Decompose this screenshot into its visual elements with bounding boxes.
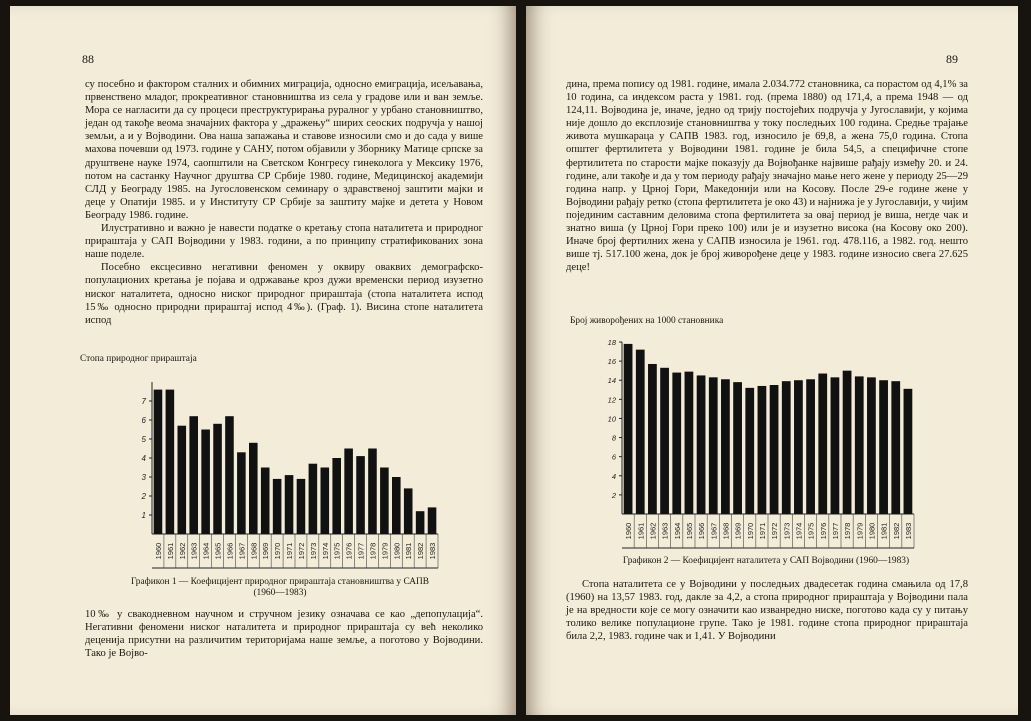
- x-tick-label: 1962: [648, 522, 658, 540]
- x-tick-label: 1972: [770, 522, 780, 540]
- bar-1981: [879, 380, 888, 514]
- x-tick-label: 1971: [285, 542, 295, 560]
- bar-1982: [891, 381, 900, 514]
- figure-caption: Графикон 1 — Коефицијент природног прираштаја становништва у САПВ (1960—1983): [130, 577, 430, 598]
- y-tick-label: 14: [607, 376, 616, 386]
- x-tick-label: 1966: [225, 542, 235, 560]
- text-block-top: [566, 78, 968, 274]
- bar-1961: [166, 390, 175, 534]
- y-tick-label: 16: [607, 357, 616, 367]
- x-tick-label: 1967: [709, 522, 719, 540]
- bar-1963: [189, 416, 198, 534]
- x-tick-label: 1980: [867, 522, 877, 540]
- x-tick-label: 1964: [201, 542, 211, 560]
- x-tick-label: 1961: [165, 542, 175, 560]
- x-tick-label: 1973: [308, 542, 318, 560]
- x-tick-label: 1963: [660, 522, 670, 540]
- bar-1964: [672, 373, 681, 514]
- right-page: [526, 6, 1018, 715]
- x-tick-label: 1976: [818, 522, 828, 540]
- bar-1971: [285, 475, 294, 534]
- x-tick-label: 1970: [745, 522, 755, 540]
- bar-1968: [721, 379, 730, 514]
- bar-1961: [636, 350, 645, 514]
- x-tick-label: 1961: [636, 522, 646, 540]
- x-tick-label: 1962: [177, 542, 187, 560]
- bar-1966: [225, 416, 234, 534]
- x-tick-label: 1975: [332, 542, 342, 560]
- y-tick-label: 12: [607, 395, 616, 405]
- bar-1976: [344, 449, 353, 535]
- bar-1976: [818, 374, 827, 514]
- y-tick-label: 2: [141, 492, 146, 501]
- page-number: 88: [82, 52, 94, 66]
- x-tick-label: 1963: [189, 542, 199, 560]
- bar-1970: [273, 479, 282, 534]
- bar-1978: [843, 371, 852, 514]
- x-tick-label: 1983: [428, 542, 438, 560]
- x-tick-label: 1973: [782, 522, 792, 540]
- bar-1962: [648, 364, 657, 514]
- page-number: 89: [946, 52, 958, 66]
- x-tick-label: 1960: [153, 542, 163, 560]
- x-tick-label: 1970: [273, 542, 283, 560]
- x-tick-label: 1968: [721, 522, 731, 540]
- bar-1964: [201, 430, 210, 535]
- bar-1975: [806, 379, 815, 514]
- x-tick-label: 1974: [320, 542, 330, 560]
- bar-1982: [416, 511, 425, 534]
- bar-1967: [709, 377, 718, 514]
- bar-1960: [154, 390, 163, 534]
- bar-1975: [332, 458, 341, 534]
- x-tick-label: 1965: [213, 542, 223, 560]
- bar-1960: [624, 344, 633, 514]
- x-tick-label: 1979: [380, 542, 390, 560]
- bar-1981: [404, 488, 413, 534]
- birth-rate-increase-chart: [122, 374, 452, 586]
- x-tick-label: 1977: [830, 522, 840, 540]
- x-tick-label: 1977: [356, 542, 366, 560]
- x-tick-label: 1966: [697, 522, 707, 540]
- paragraph: Илустративно и важно је навести податке о кретању стопа наталитета и природног прираштаја у САП Војводини у 1983. години, а по принципу стратификованих зона наше поделе.: [85, 223, 483, 261]
- bar-1969: [733, 382, 742, 514]
- paragraph: Посебно ексцесивно негативни феномен у оквиру оваквих демографско-популационих кретања је појава и одржавање кроз дужи временски период изузетно ниског наталитета, односно ниског природног прираштаја (стопа наталитета испод 15‰ односно природни прираштај испод 4‰). (Граф. 1). Висина стопе наталитета испод: [85, 262, 483, 326]
- bar-1965: [213, 424, 222, 534]
- x-tick-label: 1979: [855, 522, 865, 540]
- paragraph: су посебно и фактором сталних и обимних миграција, односно емиграција, исељавања, првенствено младог, прокреативног становништва из села у градове или и ван земље. Мора се нагласити да су процеси преструктурирања руралног у урбано становништво, један од такође веома значајних фактора у „дражењу“ ширих сеоских подручја у нашој земљи, а и у Војводини. Ова наша запажања и ставове износили смо и до сада у више махова почевши од 1973. године у САНУ, потом објавили у Зборнику Матице српске за друштвене науке 1974, саопштили на Светском Конгресу гинеколога у Мексику 1976, потом на састанку Научног друштва СР Србије 1980. године, Медицинској академији СЛД у Београду 1985. на Југословенском семинару о здравственој заштити мајки и деце у Опатији 1985. и у Институту СР Србије за заштиту мајке и детета у Новом Београду 1986. године.: [85, 79, 483, 221]
- chart-title: Стопа природног прираштаја: [80, 354, 197, 364]
- bar-1980: [867, 377, 876, 514]
- text-block-bottom: [566, 578, 968, 643]
- bar-1983: [904, 389, 913, 514]
- bar-1968: [249, 443, 258, 534]
- x-tick-label: 1967: [237, 542, 247, 560]
- x-tick-label: 1982: [416, 542, 426, 560]
- bar-1974: [794, 380, 803, 514]
- bar-1973: [309, 464, 318, 534]
- y-tick-label: 7: [141, 397, 146, 406]
- paragraph: дина, према попису од 1981. године, имала 2.034.772 становника, са порастом од 4,1% за 10 година, са индексом раста у 1981. год. (према 1880) од 171,4, а према 1948 — од 124,11. Војводина је, иначе, једно од трију постојећих подручја у Југославији, у којима није дошло до експлозије становништва у току последњих 100 година. Средње трајање живота мушкараца у САПВ 1983. год, износило је 69,8, а жена 75,0 година. Стопа општег фертилитета у Војводини 1981. године је била 54,5, а специфичне стопе фертилитета по старости мајке показују да Војвођанке највише рађају између 20. и 24. године, али такође и да у том периоду рађају значајно мање него жене у периоду 25—29 година напр. у Црној Гори, Македонији или на Косову. После 29-е године жене у Војводини рађају ретко (стопа фертилитета је око 43) и најнижа је у Југославији, у чијим појединим саставним деловима стопа фертилитета за овај период је виша, негде чак и знатно виша (у Црној Гори преко 100) или је и изузетно висока (на Косову око 200). Иначе број фертилних жена у САПВ износила је 1961. год. 478.116, а 1982. год. нешто више тј. 517.100 жена, док је број живорођене деце у 1983. године износио свега 27.625 деце!: [566, 79, 969, 274]
- x-tick-label: 1983: [903, 522, 913, 540]
- y-tick-label: 5: [141, 435, 146, 444]
- x-tick-label: 1971: [757, 522, 767, 540]
- left-page: [10, 6, 516, 715]
- bar-1966: [697, 375, 706, 514]
- bar-1977: [831, 377, 840, 514]
- x-tick-label: 1975: [806, 522, 816, 540]
- bar-1977: [356, 456, 365, 534]
- text-block-top: [85, 78, 483, 327]
- y-tick-label: 4: [611, 471, 616, 481]
- x-tick-label: 1978: [368, 542, 378, 560]
- x-tick-label: 1969: [733, 522, 743, 540]
- y-tick-label: 8: [611, 433, 616, 443]
- x-tick-label: 1976: [344, 542, 354, 560]
- x-tick-label: 1965: [684, 522, 694, 540]
- bar-1965: [685, 372, 694, 514]
- figure-caption: Графикон 2 — Коефицијент наталитета у САП Војводини (1960—1983): [622, 556, 910, 566]
- chart-title: Број живорођених на 1000 становника: [570, 316, 724, 326]
- y-tick-label: 4: [141, 454, 146, 463]
- x-tick-label: 1972: [296, 542, 306, 560]
- bar-1974: [321, 468, 330, 535]
- x-tick-label: 1982: [891, 522, 901, 540]
- x-tick-label: 1974: [794, 522, 804, 540]
- bar-1971: [758, 386, 767, 514]
- x-tick-label: 1969: [261, 542, 271, 560]
- y-tick-label: 18: [607, 338, 616, 347]
- natality-chart: [588, 334, 928, 552]
- bar-1978: [368, 449, 377, 535]
- bar-1970: [745, 388, 754, 514]
- bar-1969: [261, 468, 270, 535]
- y-tick-label: 3: [141, 473, 146, 482]
- x-tick-label: 1978: [843, 522, 853, 540]
- bar-1979: [855, 376, 864, 514]
- text-block-bottom: [85, 608, 483, 660]
- bar-1972: [770, 385, 779, 514]
- x-tick-label: 1964: [672, 522, 682, 540]
- x-tick-label: 1980: [392, 542, 402, 560]
- bar-1972: [297, 479, 306, 534]
- y-tick-label: 6: [141, 416, 146, 425]
- y-tick-label: 6: [611, 452, 616, 462]
- y-tick-label: 2: [611, 490, 616, 500]
- bar-1962: [178, 426, 187, 534]
- x-tick-label: 1960: [624, 522, 634, 540]
- bar-1973: [782, 381, 791, 514]
- y-tick-label: 1: [141, 511, 146, 520]
- bar-1980: [392, 477, 401, 534]
- bar-1967: [237, 452, 246, 534]
- bar-1983: [428, 507, 437, 534]
- x-tick-label: 1968: [249, 542, 259, 560]
- bar-1979: [380, 468, 389, 535]
- paragraph: Стопа наталитета се у Војводини у последњих двадесетак година смањила од 17,8 (1960) на 13,57 1983. год, дакле за 4,2, а стопа природног прираштаја у Војводини пала је на вредности које се могу означити као изванредно ниске, поготово када су у питању толико велике популационе групе. Тако је 1981. године стопа природног прираштаја била 2,2, 1983. године чак и 1,41. У Војводини: [566, 579, 968, 643]
- x-tick-label: 1981: [404, 542, 414, 560]
- bar-1963: [660, 368, 669, 514]
- x-tick-label: 1981: [879, 522, 889, 540]
- y-tick-label: 10: [607, 414, 616, 424]
- paragraph: 10‰ у свакодневном научном и стручном језику означава се као „депопулација“. Негативни феномени ниског наталитета и природног прираштаја су већ неколико деценија присутни на различитим територијама наше земље, а поготово у Војводини. Тако је Војво-: [85, 609, 483, 660]
